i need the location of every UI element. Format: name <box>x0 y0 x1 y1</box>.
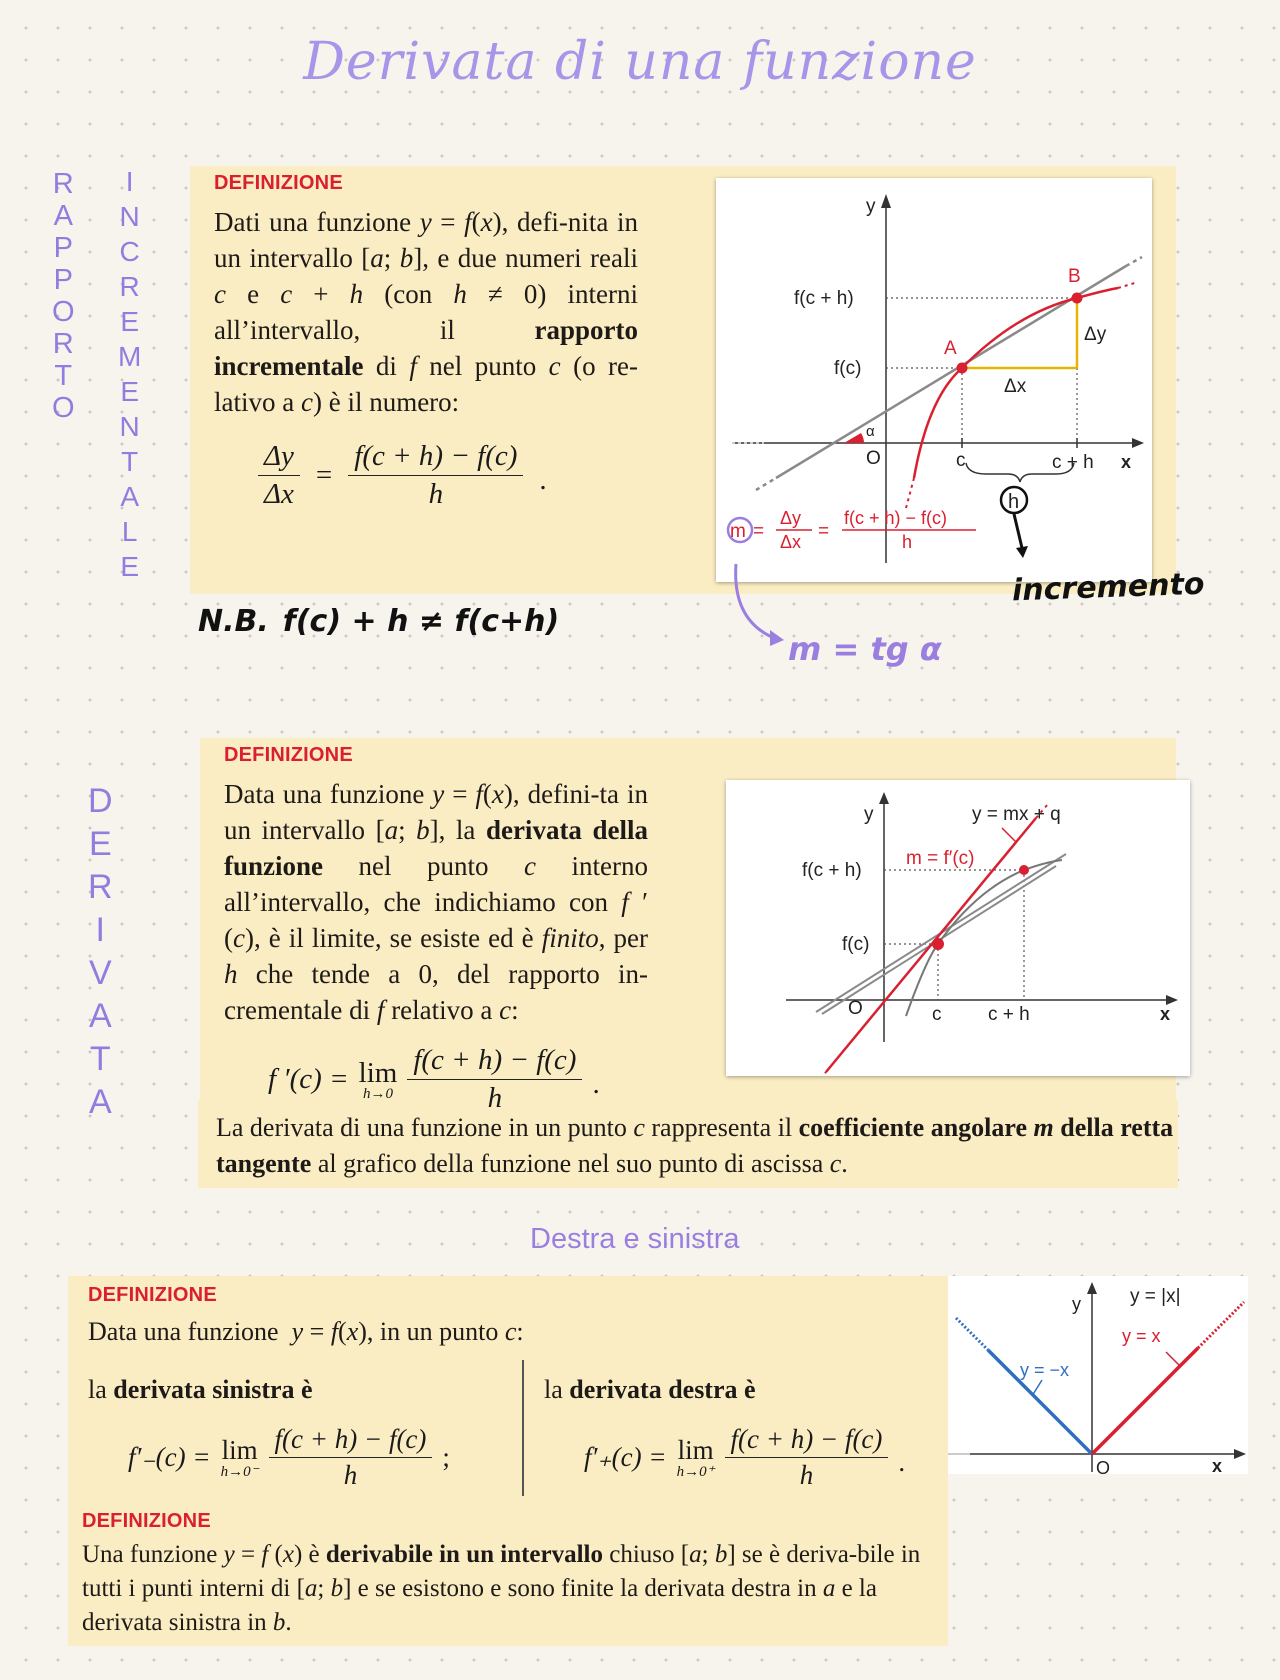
incrementale-letter: E <box>120 376 139 407</box>
svg-text:c: c <box>932 1004 942 1025</box>
incrementale-letter: A <box>120 481 139 512</box>
section-heading-destra-sinistra: Destra e sinistra <box>530 1223 740 1255</box>
alpha-label: α <box>866 423 875 440</box>
m-label: m <box>730 521 746 542</box>
x-axis-label: x <box>1121 452 1132 472</box>
point-a-label: A <box>944 338 957 359</box>
svg-text:x: x <box>1212 1456 1223 1474</box>
annotation-note: N.B. f(c) + h ≠ f(c+h) <box>198 604 560 639</box>
definition-label: DEFINIZIONE <box>214 172 343 194</box>
definition-label-derivabile: DEFINIZIONE <box>82 1510 211 1532</box>
incrementale-letter: M <box>118 341 142 372</box>
delta-y-label: Δy <box>1084 324 1107 345</box>
incrementale-letter: E <box>120 306 139 337</box>
fc-label: f(c) <box>834 358 862 379</box>
incrementale-letter: E <box>120 551 139 582</box>
column-divider <box>522 1360 524 1496</box>
incrementale-letter: I <box>125 166 134 197</box>
derivata-letter: E <box>88 825 112 863</box>
derivata-letter: I <box>95 911 105 949</box>
incrementale-letter: N <box>119 411 140 442</box>
definition-intro: Data una funzione y = f(x), in un punto c: <box>88 1317 524 1346</box>
svg-text:O: O <box>1096 1458 1111 1474</box>
rapporto-letter: R <box>52 168 74 200</box>
fch-label: f(c + h) <box>794 288 854 309</box>
derivata-letter: A <box>88 997 112 1035</box>
point-b-label: B <box>1068 266 1081 287</box>
definition-label: DEFINIZIONE <box>88 1284 217 1306</box>
svg-text:Δy: Δy <box>780 508 802 528</box>
svg-text:m = f′(c): m = f′(c) <box>906 848 975 869</box>
figure-derivata <box>726 780 1190 1076</box>
delta-x-label: Δx <box>1004 376 1027 397</box>
svg-text:y = x: y = x <box>1122 1326 1161 1346</box>
rapporto-letter: O <box>52 296 75 328</box>
svg-text:f(c + h) − f(c): f(c + h) − f(c) <box>844 508 948 528</box>
rapporto-letter: O <box>52 392 75 424</box>
annotation-m-tg-alpha: m = tg α <box>788 630 942 668</box>
svg-text:f(c + h): f(c + h) <box>802 860 862 881</box>
svg-text:y = |x|: y = |x| <box>1130 1286 1181 1307</box>
svg-text:O: O <box>848 998 863 1019</box>
svg-text:=: = <box>818 521 830 542</box>
svg-text:h: h <box>902 532 913 552</box>
formula-left-derivative: f′₋(c) = lim h→0⁻ $\frac{f(c + h) - f(c)}{h}$ ; <box>128 1424 450 1490</box>
formula-rapporto: $\frac{\Delta y}{\Delta x}$ = $\frac{f(c + h) - f(c)}{h}$ . <box>258 440 547 511</box>
right-derivative-label: la derivata destra è <box>544 1375 756 1404</box>
svg-text:x: x <box>1160 1004 1171 1024</box>
incrementale-letter: R <box>119 271 140 302</box>
figure-rapporto-incrementale <box>716 178 1152 582</box>
incrementale-letter: C <box>119 236 140 267</box>
definition-label: DEFINIZIONE <box>224 744 353 766</box>
ch-tick-label: c + h <box>1052 452 1094 473</box>
formula-derivata: f ′(c) = lim h→0 $\frac{f(c + h) - f(c)}{h}$ . <box>268 1044 600 1114</box>
graph-abs <box>948 1276 1248 1474</box>
h-label: h <box>1008 491 1020 513</box>
incrementale-letter: T <box>121 446 139 477</box>
derivata-letter: A <box>88 1083 112 1121</box>
derivata-letter: V <box>88 954 112 992</box>
left-derivative-label: la derivata sinistra è <box>88 1375 313 1404</box>
rapporto-letter: R <box>52 328 74 360</box>
rapporto-letter: A <box>53 200 73 232</box>
rapporto-letter: P <box>53 232 73 264</box>
derivata-letter: R <box>88 868 113 906</box>
c-tick-label: c <box>956 450 966 471</box>
origin-label: O <box>866 448 881 469</box>
svg-text:=: = <box>753 521 765 542</box>
page-title: Derivata di una funzione <box>303 32 977 92</box>
rapporto-letter: T <box>54 360 73 392</box>
definition-text-rapporto: Dati una funzione y = f(x), defi-nita in un intervallo [a; b], e due numeri reali c e c + h (con h ≠ 0) interni all’intervallo, il rapporto incrementale di f nel punto c (o re-lativo a c) è il numero: <box>214 207 639 417</box>
side-label-derivata <box>88 784 113 1119</box>
figure-abs-value <box>948 1276 1248 1474</box>
side-label-incrementale <box>118 168 141 581</box>
side-label-rapporto <box>52 170 75 423</box>
definition-text-derivata: Data una funzione y = f(x), defini-ta in un intervallo [a; b], la derivata della funzione nel punto c interno all’intervallo, che indichiamo con f ′(c), è il limite, se esiste ed è finito, per h che tende a 0, del rapporto in-crementale di f relativo a c: <box>224 779 648 1025</box>
incrementale-letter: N <box>119 201 140 232</box>
graph-secant <box>716 178 1152 582</box>
svg-text:y: y <box>864 804 874 825</box>
formula-right-derivative: f′₊(c) = lim h→0⁺ $\frac{f(c + h) - f(c)}{h}$ . <box>584 1424 906 1490</box>
svg-text:Δx: Δx <box>780 532 802 552</box>
incrementale-letter: L <box>121 516 138 547</box>
y-axis-label: y <box>866 196 876 217</box>
derivata-letter: D <box>88 782 113 820</box>
svg-text:y = −x: y = −x <box>1020 1360 1070 1380</box>
definition-text-derivabile: Una funzione y = f (x) è derivabile in un intervallo chiuso [a; b] se è deriva-bile in tutti i punti interni di [a; b] e se esistono e sono finite la derivata destra in a e la derivata sinistra in b. <box>82 1541 921 1636</box>
svg-text:c + h: c + h <box>988 1004 1030 1025</box>
graph-tangent <box>726 780 1190 1076</box>
derivata-letter: T <box>89 1040 111 1078</box>
derivata-footer-text: La derivata di una funzione in un punto c rappresenta il coefficiente angolare m della retta tangente al grafico della funzione nel suo punto di ascissa c. <box>216 1113 1174 1178</box>
svg-text:y = mx + q: y = mx + q <box>972 804 1061 825</box>
rapporto-letter: P <box>53 264 73 296</box>
annotation-incremento: incremento <box>1011 566 1206 609</box>
svg-text:f(c): f(c) <box>842 934 870 955</box>
svg-text:y: y <box>1072 1294 1081 1314</box>
